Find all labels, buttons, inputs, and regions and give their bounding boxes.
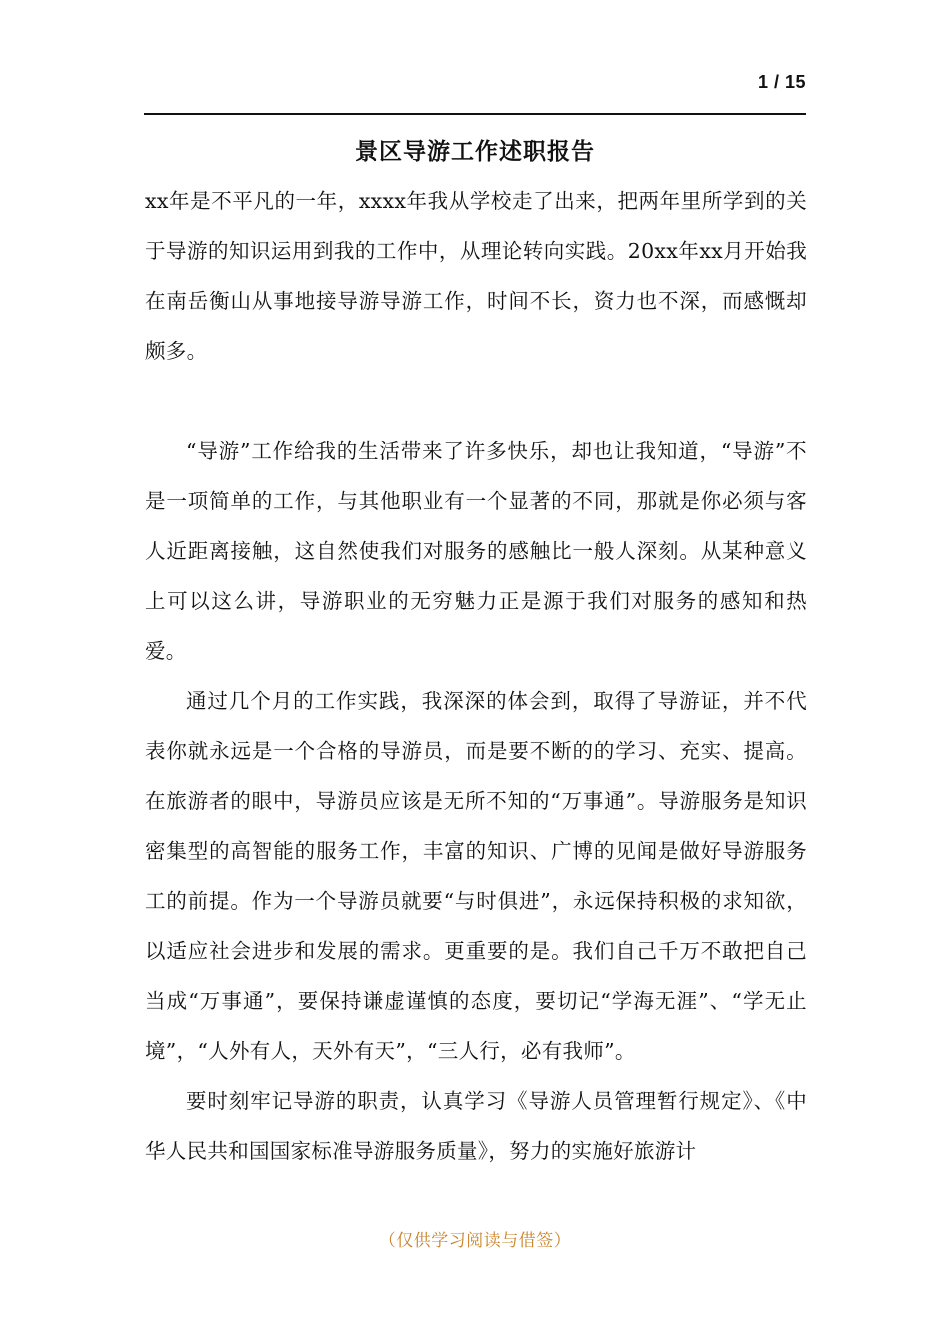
paragraph-intro: xx年是不平凡的一年，xxxx年我从学校走了出来，把两年里所学到的关于导游的知识运用到我的工作中，从理论转向实践。20xx年xx月开始我在南岳衡山从事地接导游导游工作，时间不长，资力也不深，而感慨却颇多。 — [145, 189, 807, 363]
document-body — [145, 176, 807, 1176]
paragraph-duties: 要时刻牢记导游的职责，认真学习《导游人员管理暂行规定》、《中华人民共和国国家标准导游服务质量》，努力的实施好旅游计 — [145, 1089, 807, 1163]
paragraph-practice: 通过几个月的工作实践，我深深的体会到，取得了导游证，并不代表你就永远是一个合格的导游员，而是要不断的的学习、充实、提高。在旅游者的眼中，导游员应该是无所不知的“万事通”。导游服务是知识密集型的高智能的服务工作，丰富的知识、广博的见闻是做好导游服务工的前提。作为一个导游员就要“与时俱进”，永远保持积极的求知欲，以适应社会进步和发展的需求。更重要的是。我们自己千万不敢把自己当成“万事通”，要保持谦虚谨慎的态度，要切记“学海无涯”、“学无止境”，“人外有人，天外有天”，“三人行，必有我师”。 — [145, 689, 807, 1063]
paragraph-gap — [145, 376, 807, 426]
paragraph-guide-joy: “导游”工作给我的生活带来了许多快乐，却也让我知道，“导游”不是一项简单的工作，与其他职业有一个显著的不同，那就是你必须与客人近距离接触，这自然使我们对服务的感触比一般人深刻。从某种意义上可以这么讲，导游职业的无穷魅力正是源于我们对服务的感知和热爱。 — [145, 439, 807, 663]
document-title: 景区导游工作述职报告 — [355, 139, 595, 165]
page-number: 1 / 15 — [757, 72, 806, 92]
footer-note: （仅供学习阅读与借签） — [378, 1231, 572, 1251]
header-divider — [144, 113, 806, 115]
